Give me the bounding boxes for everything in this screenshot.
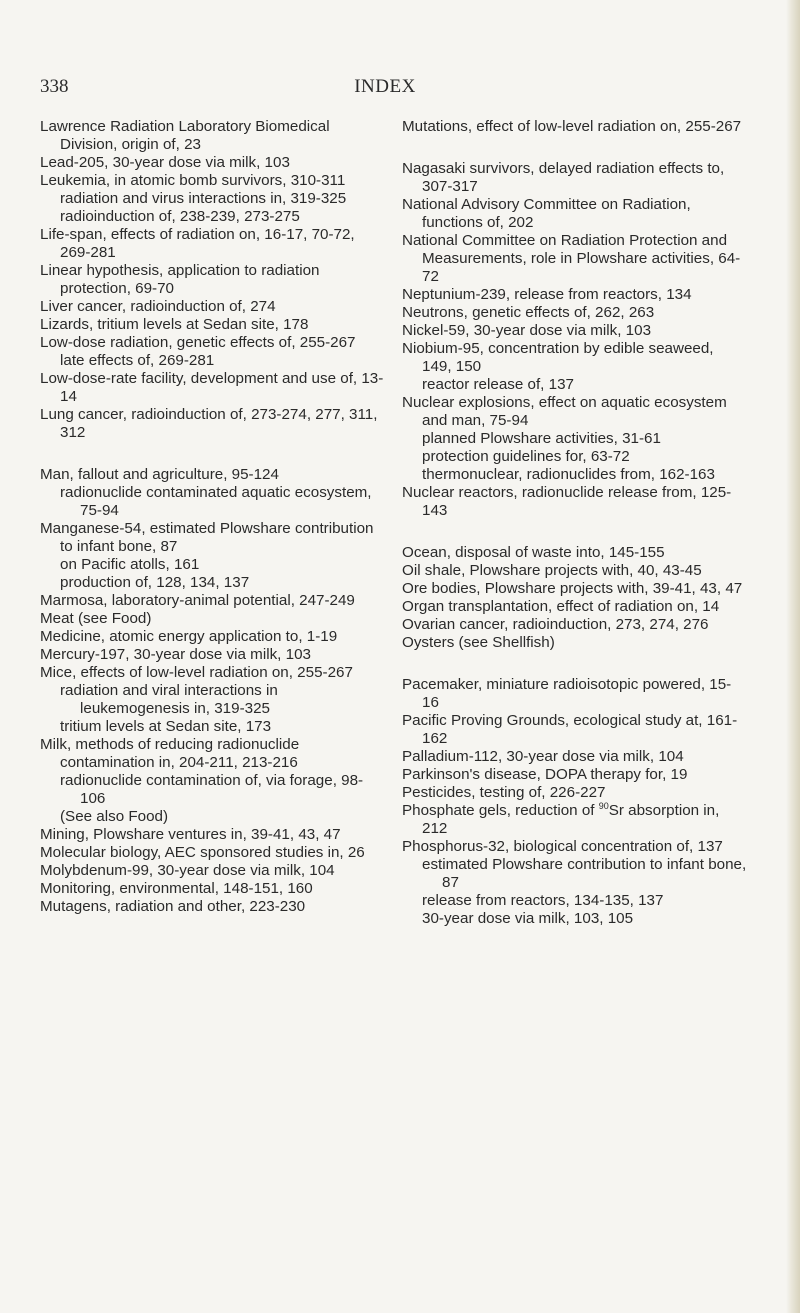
index-entry: Monitoring, environmental, 148-151, 160	[40, 880, 313, 897]
index-entry: Milk, methods of reducing radionuclide contamination in, 204-211, 213-216	[40, 736, 300, 771]
index-entry: Nuclear explosions, effect on aquatic ecosystem and man, 75-94	[402, 394, 727, 429]
page-number: 338	[40, 76, 69, 97]
index-group	[402, 160, 747, 520]
index-column-right	[402, 118, 747, 952]
index-subentry: reactor release of, 137	[422, 376, 574, 393]
index-entry: Man, fallout and agriculture, 95-124	[40, 466, 279, 483]
index-subentry: release from reactors, 134-135, 137	[422, 892, 664, 909]
index-subentry: late effects of, 269-281	[60, 352, 215, 369]
index-entry: Pacific Proving Grounds, ecological study at, 161-162	[402, 712, 738, 747]
index-subentry: radiation and virus interactions in, 319-325	[60, 190, 347, 207]
index-subentry: protection guidelines for, 63-72	[422, 448, 630, 465]
index-entry: Oysters (see Shellfish)	[402, 634, 555, 651]
index-entry: Oil shale, Plowshare projects with, 40, 43-45	[402, 562, 702, 579]
index-entry: Molybdenum-99, 30-year dose via milk, 104	[40, 862, 335, 879]
index-subentry: production of, 128, 134, 137	[60, 574, 250, 591]
index-entry: Mice, effects of low-level radiation on, 255-267	[40, 664, 353, 681]
index-entry: Marmosa, laboratory-animal potential, 247-249	[40, 592, 355, 609]
index-subentry: radionuclide contaminated aquatic ecosystem, 75-94	[60, 484, 372, 519]
index-entry: Life-span, effects of radiation on, 16-17, 70-72, 269-281	[40, 226, 355, 261]
index-entry: Phosphate gels, reduction of $^{90}$Sr absorption in, 212	[402, 800, 720, 837]
index-entry: Low-dose radiation, genetic effects of, 255-267	[40, 334, 356, 351]
index-entry: Mutagens, radiation and other, 223-230	[40, 898, 306, 915]
index-entry: Lung cancer, radioinduction of, 273-274, 277, 311, 312	[40, 406, 378, 441]
index-subentry: on Pacific atolls, 161	[60, 556, 200, 573]
index-entry: Lead-205, 30-year dose via milk, 103	[40, 154, 290, 171]
index-subentry: estimated Plowshare contribution to infant bone, 87	[422, 856, 747, 891]
index-entry: Niobium-95, concentration by edible seaweed, 149, 150	[402, 340, 714, 375]
index-entry: Lawrence Radiation Laboratory Biomedical Division, origin of, 23	[40, 118, 330, 153]
index-entry: Leukemia, in atomic bomb survivors, 310-311	[40, 172, 346, 189]
index-subentry: thermonuclear, radionuclides from, 162-163	[422, 466, 715, 483]
index-entry: Parkinson's disease, DOPA therapy for, 19	[402, 766, 688, 783]
index-entry: Molecular biology, AEC sponsored studies in, 26	[40, 844, 365, 861]
index-entry: Lizards, tritium levels at Sedan site, 178	[40, 316, 309, 333]
index-entry: Phosphorus-32, biological concentration of, 137	[402, 838, 723, 855]
index-entry: Palladium-112, 30-year dose via milk, 104	[402, 748, 684, 765]
index-entry: Mutations, effect of low-level radiation on, 255-267	[402, 118, 742, 135]
index-subentry: radiation and viral interactions in leukemogenesis in, 319-325	[60, 682, 278, 717]
index-entry: Neptunium-239, release from reactors, 134	[402, 286, 692, 303]
index-subentry: 30-year dose via milk, 103, 105	[422, 910, 634, 927]
index-group	[40, 466, 385, 916]
running-head: INDEX	[354, 76, 416, 97]
page-edge-shadow	[786, 0, 800, 1313]
index-group	[402, 118, 747, 136]
index-entry: National Advisory Committee on Radiation, functions of, 202	[402, 196, 691, 231]
page-header	[40, 76, 730, 102]
index-column-left	[40, 118, 385, 940]
index-entry: Ocean, disposal of waste into, 145-155	[402, 544, 665, 561]
index-subentry: radioinduction of, 238-239, 273-275	[60, 208, 300, 225]
index-group	[402, 544, 747, 652]
index-entry: Neutrons, genetic effects of, 262, 263	[402, 304, 655, 321]
index-entry: Liver cancer, radioinduction of, 274	[40, 298, 276, 315]
index-entry: Ovarian cancer, radioinduction, 273, 274, 276	[402, 616, 709, 633]
index-entry: Linear hypothesis, application to radiation protection, 69-70	[40, 262, 320, 297]
index-entry: Nuclear reactors, radionuclide release from, 125-143	[402, 484, 732, 519]
index-group	[402, 676, 747, 928]
index-subentry: tritium levels at Sedan site, 173	[60, 718, 272, 735]
index-entry: Mercury-197, 30-year dose via milk, 103	[40, 646, 311, 663]
index-entry: Medicine, atomic energy application to, 1-19	[40, 628, 338, 645]
index-entry: Mining, Plowshare ventures in, 39-41, 43, 47	[40, 826, 341, 843]
index-entry: Pacemaker, miniature radioisotopic powered, 15-16	[402, 676, 732, 711]
index-subentry: (See also Food)	[60, 808, 169, 825]
index-entry: Meat (see Food)	[40, 610, 152, 627]
index-entry: Ore bodies, Plowshare projects with, 39-41, 43, 47	[402, 580, 743, 597]
index-entry: Organ transplantation, effect of radiation on, 14	[402, 598, 720, 615]
index-subentry: radionuclide contamination of, via forage, 98-106	[60, 772, 364, 807]
index-entry: Nagasaki survivors, delayed radiation effects to, 307-317	[402, 160, 725, 195]
index-group	[40, 118, 385, 442]
index-subentry: planned Plowshare activities, 31-61	[422, 430, 661, 447]
index-entry: Nickel-59, 30-year dose via milk, 103	[402, 322, 652, 339]
index-entry: Manganese-54, estimated Plowshare contribution to infant bone, 87	[40, 520, 374, 555]
index-entry: Pesticides, testing of, 226-227	[402, 784, 606, 801]
index-entry: National Committee on Radiation Protection and Measurements, role in Plowshare activities, 64-72	[402, 232, 741, 285]
index-entry: Low-dose-rate facility, development and use of, 13-14	[40, 370, 384, 405]
